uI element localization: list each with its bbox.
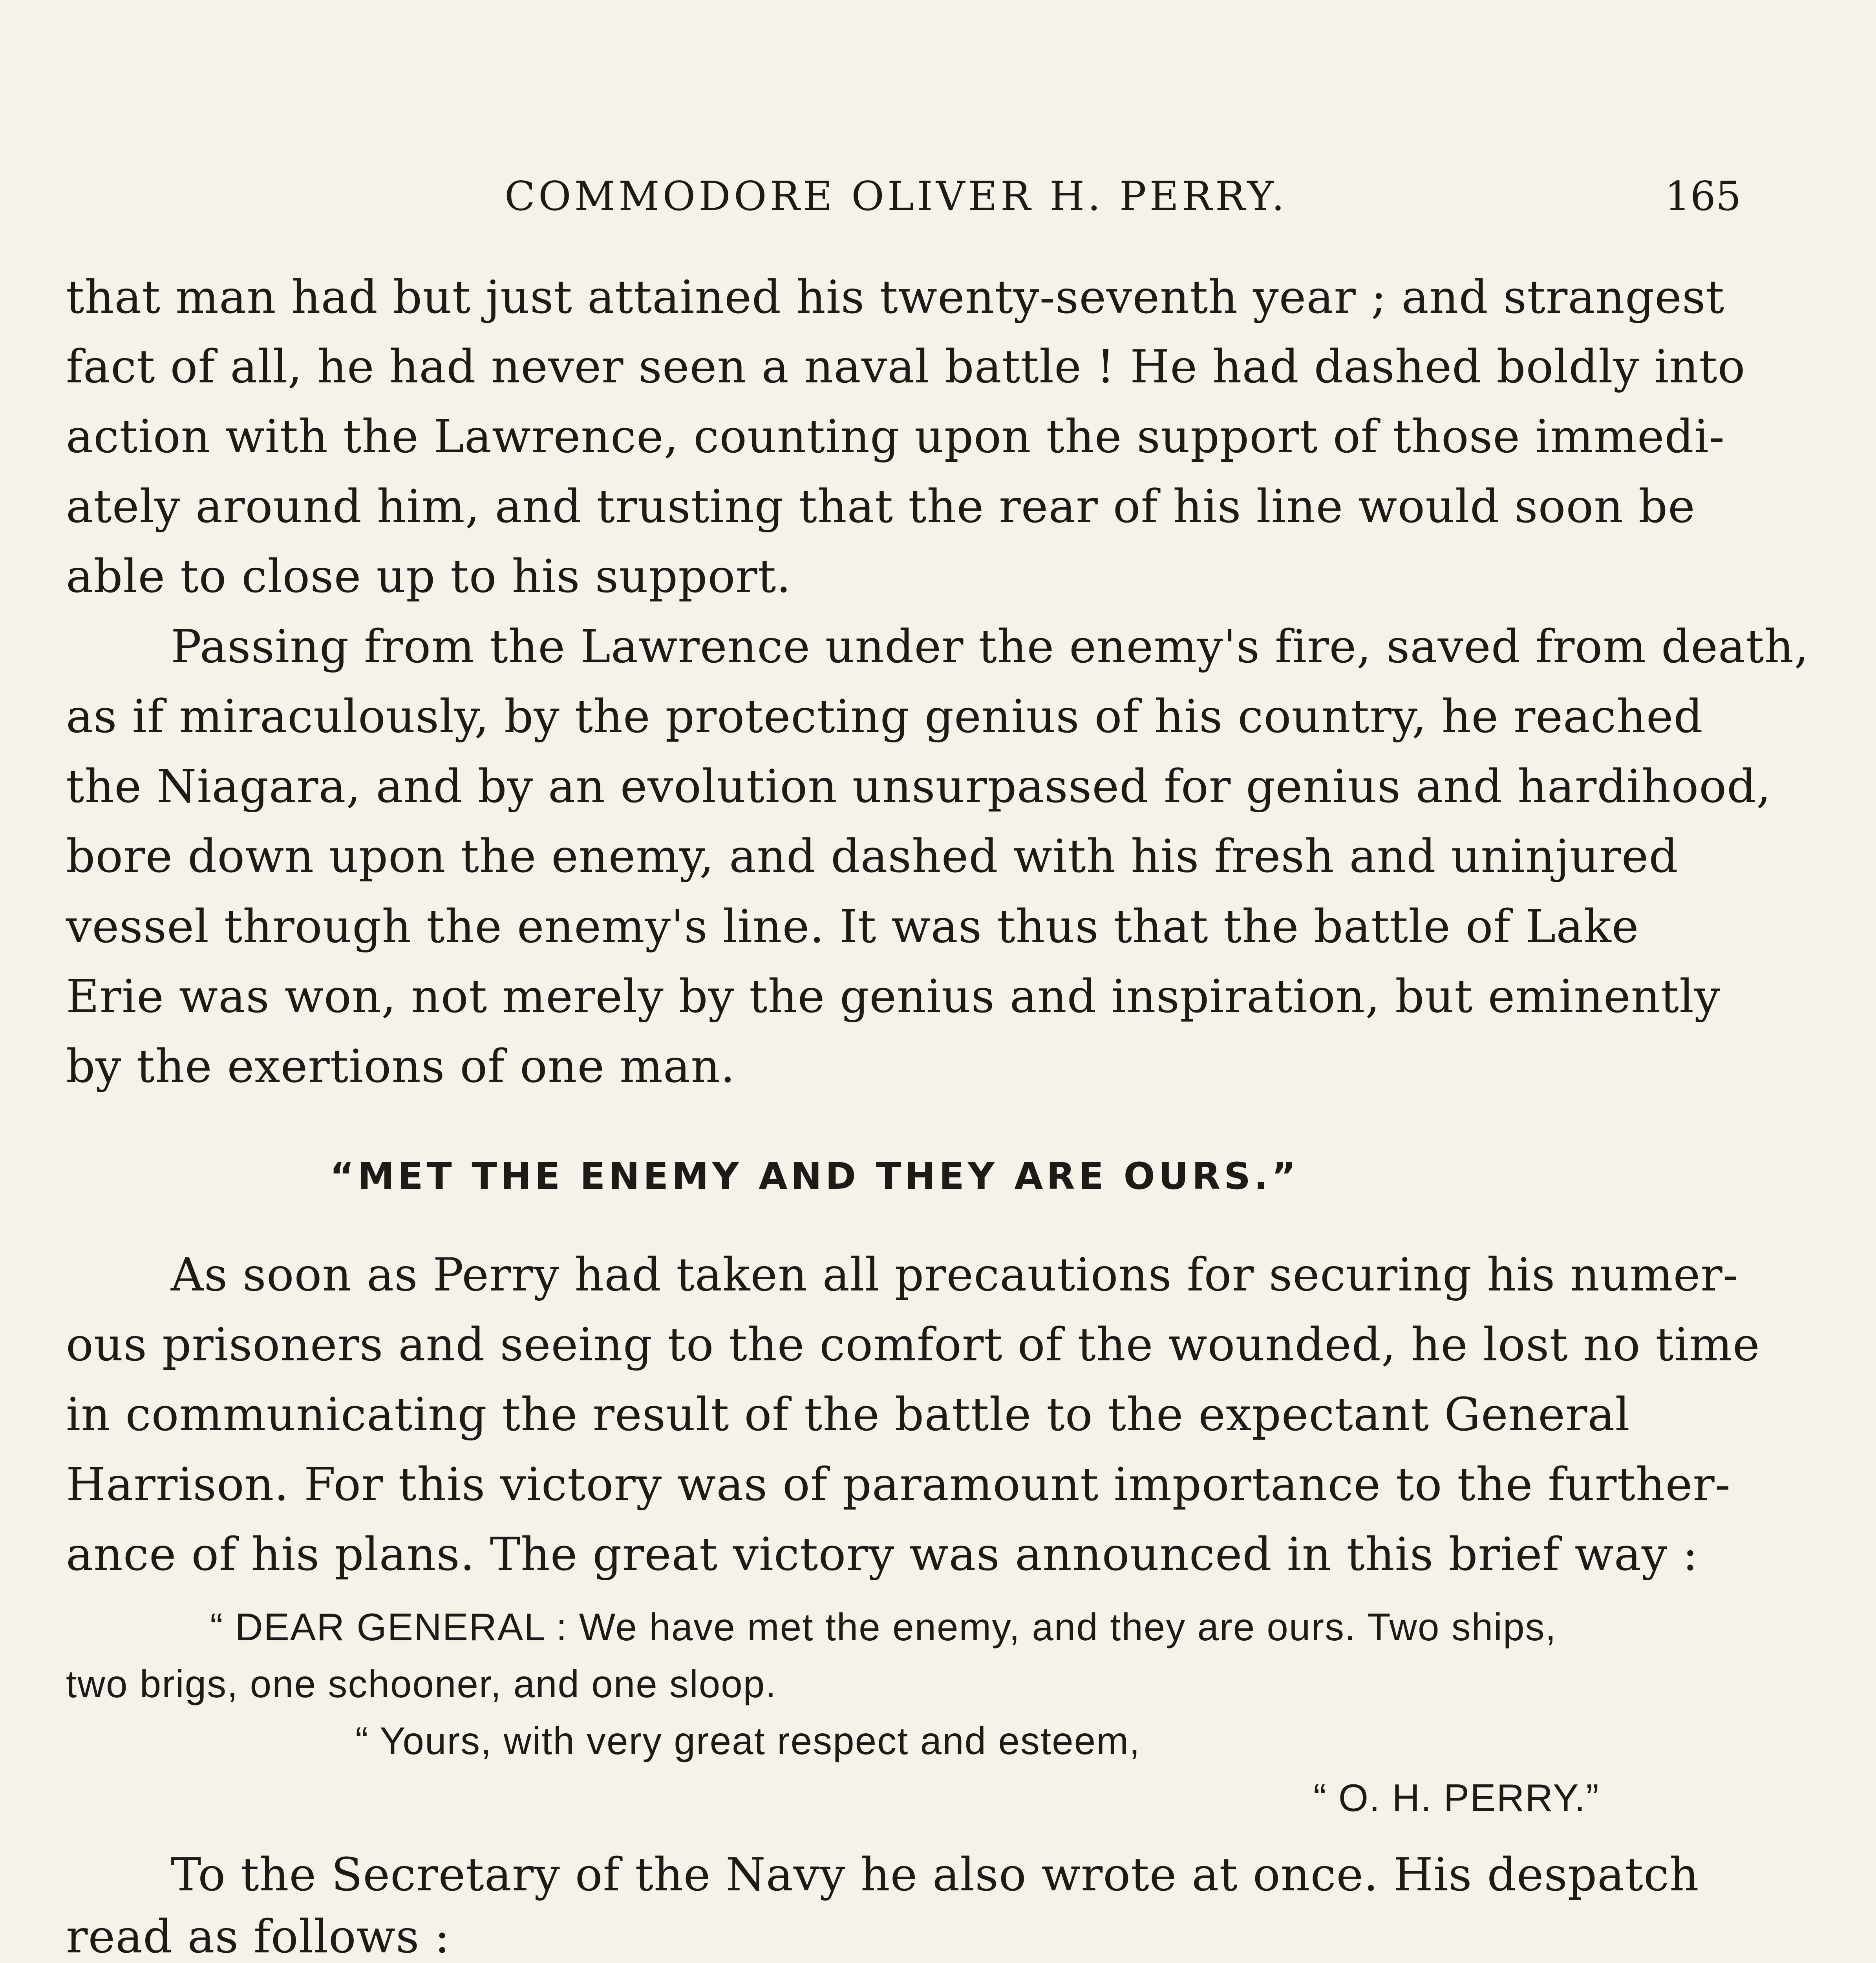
body-line: As soon as Perry had taken all precautions for securing his numer- (171, 1248, 1739, 1301)
body-line: To the Secretary of the Navy he also wrote at once. His despatch (171, 1848, 1699, 1901)
letter-line: two brigs, one schooner, and one sloop. (66, 1662, 777, 1705)
section-heading: “MET THE ENEMY AND THEY ARE OURS.” (330, 1155, 1300, 1198)
body-line: fact of all, he had never seen a naval battle ! He had dashed boldly into (66, 340, 1746, 393)
body-line: that man had but just attained his twenty-seventh year ; and strangest (66, 271, 1725, 324)
body-line: in communicating the result of the battle to the expectant General (66, 1388, 1630, 1441)
running-header-title: COMMODORE OLIVER H. PERRY. (505, 173, 1288, 220)
body-line: Passing from the Lawrence under the enemy's fire, saved from death, (171, 620, 1809, 673)
letter-line: “ DEAR GENERAL : We have met the enemy, and they are ours. Two ships, (210, 1605, 1557, 1649)
body-line: able to close up to his support. (66, 550, 792, 603)
body-line: action with the Lawrence, counting upon the support of those immedi- (66, 410, 1725, 463)
body-line: ous prisoners and seeing to the comfort of the wounded, he lost no time (66, 1318, 1760, 1371)
body-line: read as follows : (66, 1910, 450, 1963)
body-line: bore down upon the enemy, and dashed with his fresh and uninjured (66, 830, 1679, 883)
body-line: by the exertions of one man. (66, 1040, 735, 1093)
body-line: Harrison. For this victory was of paramount importance to the further- (66, 1458, 1731, 1511)
letter-line: “ Yours, with very great respect and esteem, (355, 1719, 1141, 1762)
body-line: the Niagara, and by an evolution unsurpassed for genius and hardihood, (66, 760, 1772, 813)
body-line: vessel through the enemy's line. It was thus that the battle of Lake (66, 900, 1639, 953)
page-number: 165 (1665, 173, 1741, 220)
signature-line: “ O. H. PERRY.” (1313, 1776, 1600, 1819)
body-line: as if miraculously, by the protecting genius of his country, he reached (66, 690, 1703, 743)
body-line: ance of his plans. The great victory was announced in this brief way : (66, 1528, 1699, 1581)
body-line: Erie was won, not merely by the genius and inspiration, but eminently (66, 970, 1721, 1023)
body-line: ately around him, and trusting that the rear of his line would soon be (66, 480, 1695, 533)
